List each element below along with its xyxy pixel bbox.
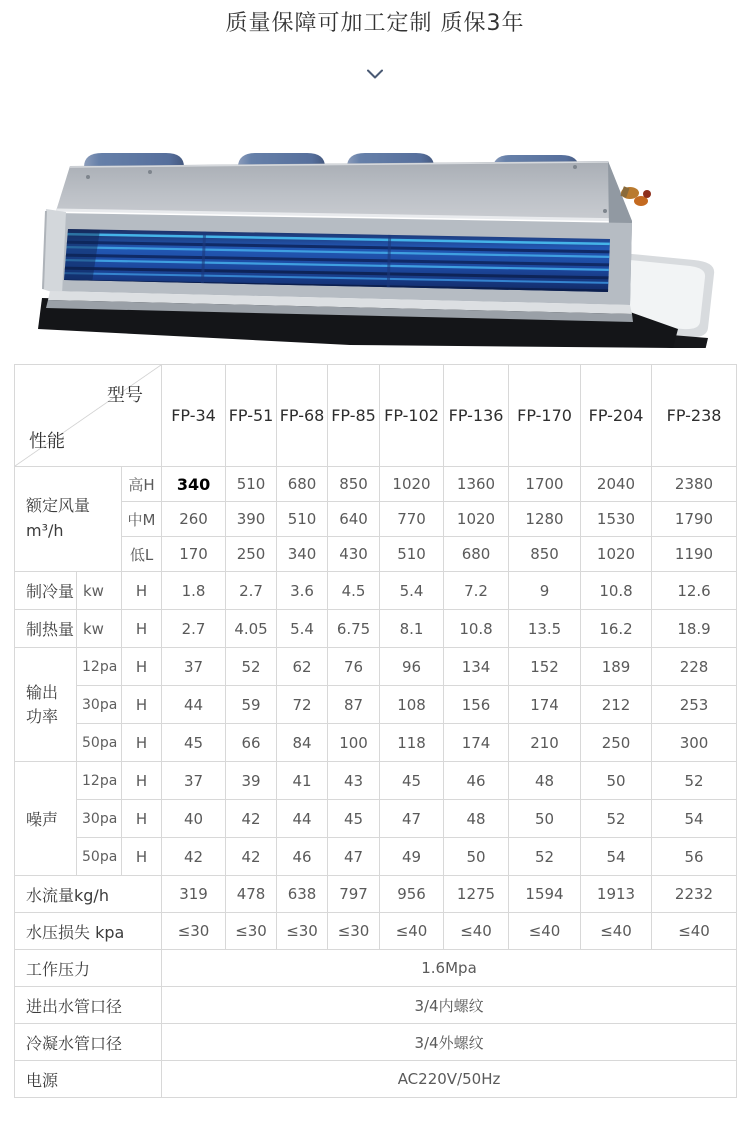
valve-fitting [620,186,651,206]
spec-value: 510 [380,537,444,572]
sub-label: H [122,762,162,800]
spec-value: 47 [328,838,380,876]
spec-value: 84 [277,724,328,762]
spec-value: 4.5 [328,572,380,610]
spec-value: 56 [652,838,737,876]
spec-value: 510 [226,467,277,502]
model-header: FP-170 [509,365,581,467]
spec-value: 47 [380,800,444,838]
spec-value: 156 [444,686,509,724]
spec-value: 510 [277,502,328,537]
diagonal-divider [15,365,161,466]
heating-unit-label: kw [77,610,122,648]
pa-label: 30pa [77,800,122,838]
spec-value: 108 [380,686,444,724]
pa-label: 50pa [77,724,122,762]
spec-value: 680 [444,537,509,572]
spec-value: 16.2 [581,610,652,648]
sub-label: H [122,800,162,838]
spec-value: 3.6 [277,572,328,610]
spec-value: 46 [277,838,328,876]
spec-value: 52 [226,648,277,686]
pa-label: 50pa [77,838,122,876]
row-label-rated-airflow [15,467,122,572]
model-header: FP-34 [162,365,226,467]
spec-value: 1020 [444,502,509,537]
row-label-pressure-loss: 水压损失 kpa [15,913,162,950]
output-power-label: 输出功率 [26,682,59,726]
sub-label: H [122,686,162,724]
spec-value: 1790 [652,502,737,537]
spec-value-full: AC220V/50Hz [162,1061,737,1098]
corner-model-label: 型号 [107,385,144,406]
spec-value: 18.9 [652,610,737,648]
spec-value: 210 [509,724,581,762]
spec-value: 1020 [581,537,652,572]
spec-value: 640 [328,502,380,537]
spec-value: 260 [162,502,226,537]
spec-value: 2040 [581,467,652,502]
spec-value: 1360 [444,467,509,502]
spec-value: 72 [277,686,328,724]
spec-value: 1275 [444,876,509,913]
spec-value: ≤40 [444,913,509,950]
spec-value: 45 [162,724,226,762]
spec-value: 174 [444,724,509,762]
spec-value: ≤40 [581,913,652,950]
spec-value: 1020 [380,467,444,502]
spec-value: 66 [226,724,277,762]
spec-value-full: 3/4内螺纹 [162,987,737,1024]
pa-label: 12pa [77,762,122,800]
model-header: FP-136 [444,365,509,467]
airflow-speed-mid: 中M [122,502,162,537]
spec-value: 1530 [581,502,652,537]
spec-value: 50 [581,762,652,800]
spec-value: 45 [380,762,444,800]
spec-value: 42 [162,838,226,876]
spec-value: 7.2 [444,572,509,610]
spec-value: 797 [328,876,380,913]
spec-value: 2232 [652,876,737,913]
spec-value: 52 [581,800,652,838]
spec-value: 10.8 [444,610,509,648]
spec-value: 170 [162,537,226,572]
row-label-power-supply: 电源 [15,1061,162,1098]
spec-value: 250 [226,537,277,572]
spec-value: 956 [380,876,444,913]
spec-value: 54 [581,838,652,876]
spec-value: 319 [162,876,226,913]
sub-label: H [122,648,162,686]
spec-value: 5.4 [380,572,444,610]
spec-value: 118 [380,724,444,762]
spec-value: 59 [226,686,277,724]
spec-table [14,364,737,1098]
spec-value: 62 [277,648,328,686]
spec-value: 680 [277,467,328,502]
spec-value: 46 [444,762,509,800]
spec-value: ≤30 [328,913,380,950]
spec-value: 54 [652,800,737,838]
cooling-sub-label: H [122,572,162,610]
spec-value: 152 [509,648,581,686]
spec-value: 39 [226,762,277,800]
spec-value: 42 [226,838,277,876]
spec-value: 850 [328,467,380,502]
spec-value: 638 [277,876,328,913]
spec-value: ≤40 [509,913,581,950]
spec-value: 1913 [581,876,652,913]
spec-value: 96 [380,648,444,686]
spec-value: 228 [652,648,737,686]
spec-value: 50 [509,800,581,838]
spec-value: 52 [509,838,581,876]
row-label-water-pipe: 进出水管口径 [15,987,162,1024]
spec-value: 134 [444,648,509,686]
corner-performance-label: 性能 [29,431,65,452]
sub-label: H [122,838,162,876]
spec-value: ≤40 [652,913,737,950]
spec-value: 2380 [652,467,737,502]
model-header: FP-85 [328,365,380,467]
spec-value: 850 [509,537,581,572]
model-header: FP-51 [226,365,277,467]
spec-value: 76 [328,648,380,686]
model-header: FP-204 [581,365,652,467]
spec-value: ≤30 [226,913,277,950]
spec-value: 50 [444,838,509,876]
spec-value: 4.05 [226,610,277,648]
spec-value: 48 [509,762,581,800]
row-label-output-power [15,648,77,762]
spec-value: 1280 [509,502,581,537]
pa-label: 12pa [77,648,122,686]
airflow-speed-high: 高H [122,467,162,502]
spec-value: 1594 [509,876,581,913]
spec-value: 1700 [509,467,581,502]
spec-value: 41 [277,762,328,800]
spec-value: 42 [226,800,277,838]
sub-label: H [122,724,162,762]
spec-value: 48 [444,800,509,838]
spec-value: 45 [328,800,380,838]
spec-value: 10.8 [581,572,652,610]
spec-value: ≤30 [162,913,226,950]
table-corner-cell [15,365,162,467]
spec-value: 52 [652,762,737,800]
spec-value: 9 [509,572,581,610]
spec-value: 300 [652,724,737,762]
spec-value: 40 [162,800,226,838]
spec-value: 1190 [652,537,737,572]
spec-value: 5.4 [277,610,328,648]
row-label-noise: 噪声 [15,762,77,876]
rated-airflow-unit: m³/h [26,521,64,540]
spec-value: 8.1 [380,610,444,648]
model-header: FP-102 [380,365,444,467]
row-label-heating: 制热量 [15,610,77,648]
spec-value: 43 [328,762,380,800]
spec-value: 478 [226,876,277,913]
spec-value: 340 [162,467,226,502]
spec-value: 430 [328,537,380,572]
cooling-unit-label: kw [77,572,122,610]
product-image [30,133,750,352]
spec-value: 390 [226,502,277,537]
spec-value: 253 [652,686,737,724]
spec-value: 174 [509,686,581,724]
spec-value: 13.5 [509,610,581,648]
spec-value: 250 [581,724,652,762]
model-header: FP-238 [652,365,737,467]
spec-value: 212 [581,686,652,724]
spec-value: 87 [328,686,380,724]
row-label-cooling: 制冷量 [15,572,77,610]
spec-value: 37 [162,648,226,686]
spec-value: 12.6 [652,572,737,610]
airflow-speed-low: 低L [122,537,162,572]
spec-value: 340 [277,537,328,572]
page-title: 质量保障可加工定制 质保3年 [225,11,525,36]
spec-value-full: 1.6Mpa [162,950,737,987]
spec-value: 189 [581,648,652,686]
spec-value: 44 [162,686,226,724]
rated-airflow-label: 额定风量 [26,496,91,516]
spec-value: 37 [162,762,226,800]
model-header: FP-68 [277,365,328,467]
chevron-down-icon[interactable] [366,69,384,80]
spec-value: 2.7 [162,610,226,648]
spec-value: 6.75 [328,610,380,648]
spec-value: 49 [380,838,444,876]
row-label-working-pressure: 工作压力 [15,950,162,987]
spec-value: 1.8 [162,572,226,610]
row-label-condensate-pipe: 冷凝水管口径 [15,1024,162,1061]
spec-value: 100 [328,724,380,762]
row-label-water-flow: 水流量kg/h [15,876,162,913]
pa-label: 30pa [77,686,122,724]
spec-value-full: 3/4外螺纹 [162,1024,737,1061]
spec-value: 770 [380,502,444,537]
spec-value: ≤30 [277,913,328,950]
spec-value: ≤40 [380,913,444,950]
spec-value: 2.7 [226,572,277,610]
heating-sub-label: H [122,610,162,648]
spec-value: 44 [277,800,328,838]
